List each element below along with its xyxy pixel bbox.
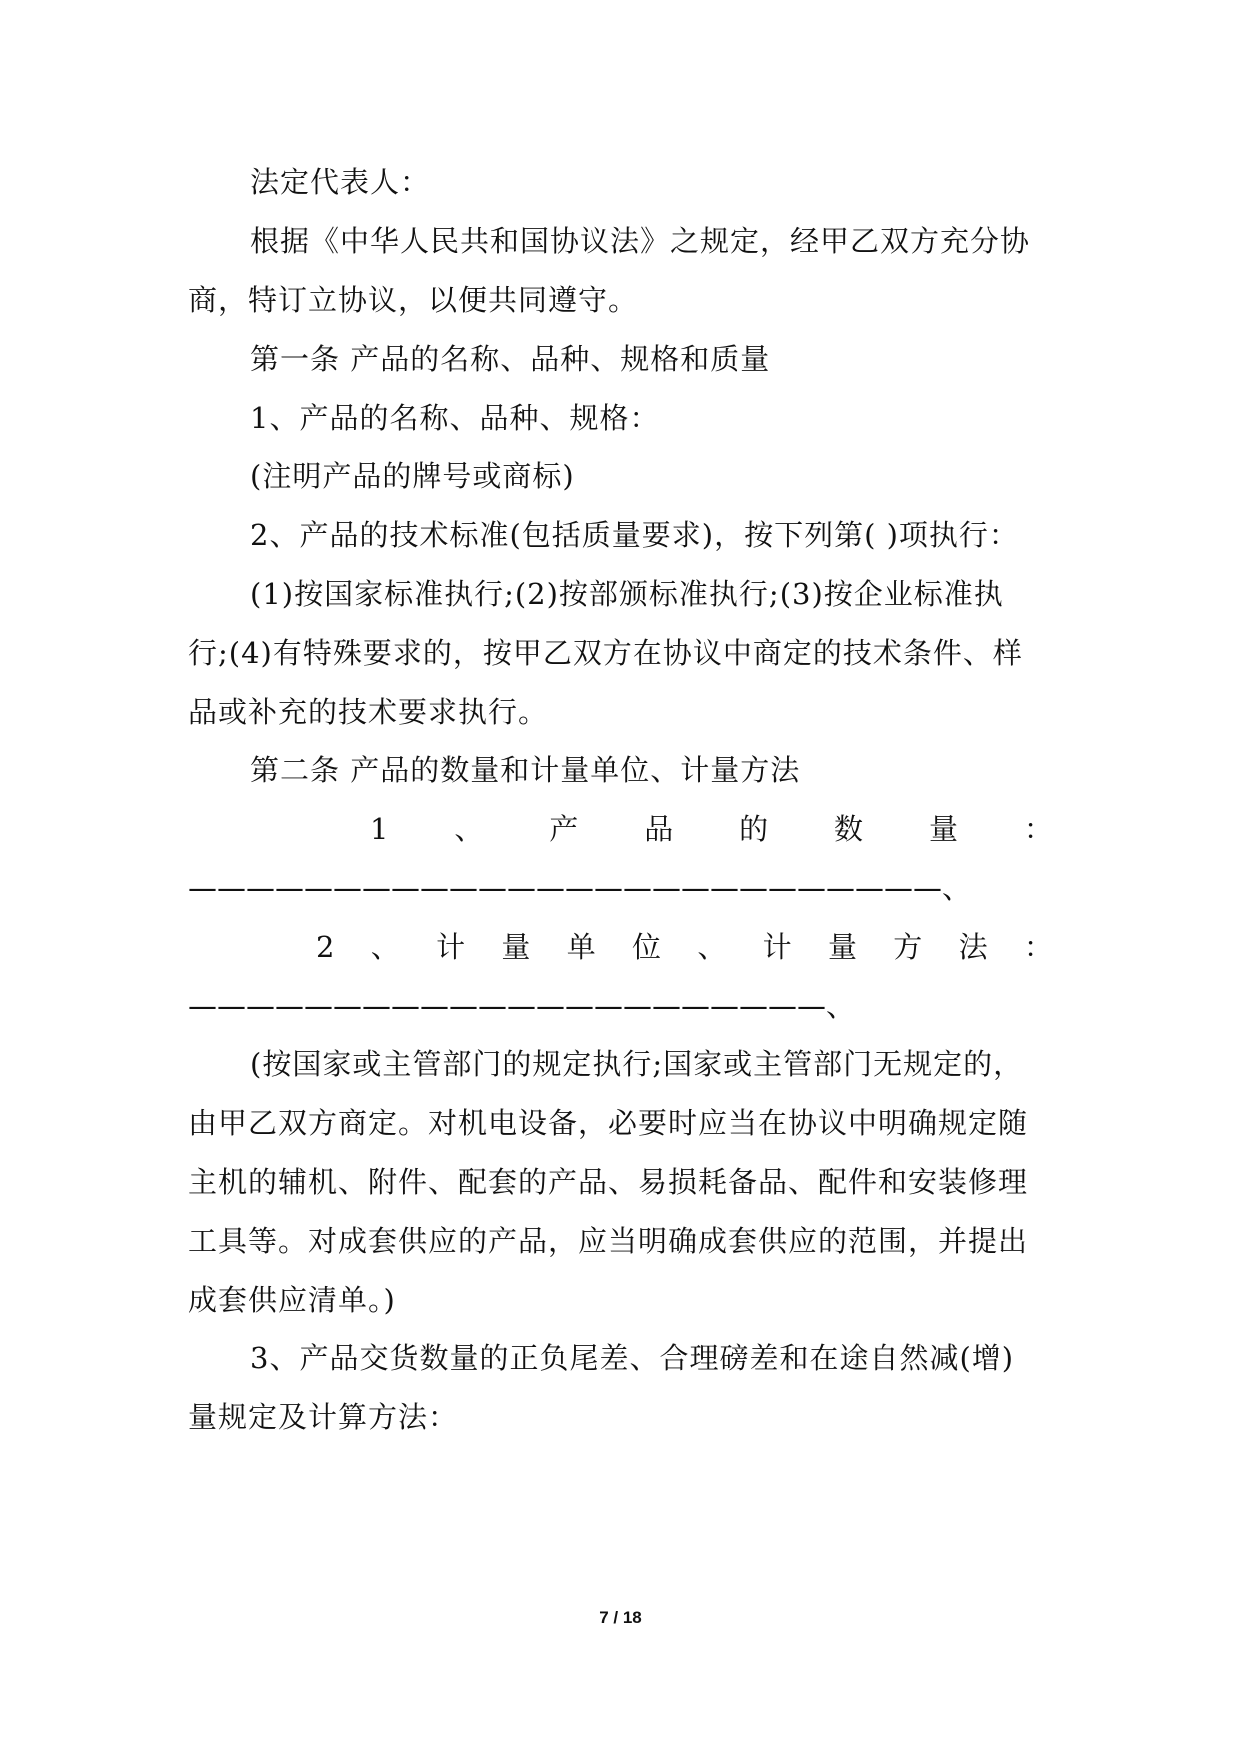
clause-line: 主机的辅机、附件、配套的产品、易损耗备品、配件和安装修理 (188, 1165, 1029, 1199)
spread-char: 、 (454, 812, 485, 846)
clause-line: (注明产品的牌号或商标) (250, 459, 575, 493)
legal-representative-line: 法定代表人： (250, 165, 431, 199)
spread-char: ： (1023, 812, 1054, 846)
spread-char: 品 (644, 812, 675, 846)
paragraph-line: 根据《中华人民共和国协议法》之规定，经甲乙双方充分协 (250, 224, 1031, 258)
clause-line: 行;(4)有特殊要求的，按甲乙双方在协议中商定的技术条件、样 (188, 636, 1023, 670)
clause-line: 量规定及计算方法： (188, 1400, 459, 1434)
clause-line: 由甲乙双方商定。对机电设备，必要时应当在协议中明确规定随 (188, 1106, 1029, 1140)
spread-char: 法 (958, 930, 989, 964)
spread-char: 的 (739, 812, 770, 846)
spread-char: 量 (501, 930, 532, 964)
clause-line: (按国家或主管部门的规定执行;国家或主管部门无规定的， (250, 1047, 1024, 1081)
spread-char: 、 (697, 930, 728, 964)
spread-char: 2 (316, 930, 336, 964)
spread-char: 数 (834, 812, 865, 846)
unit-spread-line (316, 927, 1054, 967)
clause-line: 2、产品的技术标准(包括质量要求)，按下列第( )项执行： (250, 518, 1019, 552)
spread-char: 、 (370, 930, 401, 964)
clause-line: (1)按国家标准执行;(2)按部颁标准执行;(3)按企业标准执 (250, 577, 1004, 611)
clause-line: 品或补充的技术要求执行。 (188, 695, 549, 729)
spread-char: 计 (436, 930, 467, 964)
spread-char: 产 (549, 812, 580, 846)
spread-char: 计 (762, 930, 793, 964)
clause-line: 工具等。对成套供应的产品，应当明确成套供应的范围，并提出 (188, 1224, 1029, 1258)
spread-char: 位 (632, 930, 663, 964)
spread-char: 单 (566, 930, 597, 964)
clause-line: 3、产品交货数量的正负尾差、合理磅差和在途自然减(增) (250, 1341, 1015, 1375)
clause-line: 成套供应清单。) (188, 1283, 396, 1317)
page-number: 7 / 18 (599, 1608, 642, 1627)
spread-char: 方 (893, 930, 924, 964)
spread-char: 1 (370, 812, 390, 846)
quantity-spread-line (370, 809, 1054, 849)
spread-char: 量 (827, 930, 858, 964)
spread-char: 量 (928, 812, 959, 846)
clause-line: 1、产品的名称、品种、规格： (250, 401, 660, 435)
spread-char: ： (1023, 930, 1054, 964)
article-two-heading: 第二条 产品的数量和计量单位、计量方法 (250, 753, 801, 787)
article-one-heading: 第一条 产品的名称、品种、规格和质量 (250, 342, 771, 376)
paragraph-line: 商，特订立协议，以便共同遵守。 (188, 283, 639, 317)
quantity-blank-line: ——————————————————————————、 (188, 871, 972, 905)
unit-blank-line: ——————————————————————、 (188, 989, 856, 1023)
